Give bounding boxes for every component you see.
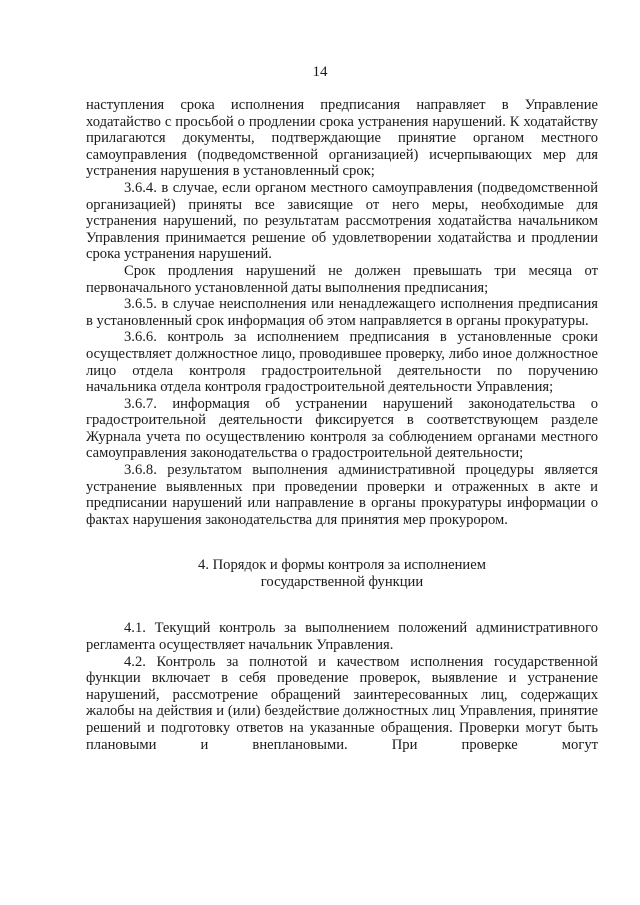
paragraph-3-6-6: 3.6.6. контроль за исполнением предписания в установленные сроки осуществляет должностное лицо, проводившее проверку, либо иное должностное лицо отдела контроля градостроительной деятельности по поручению начальника отдела контроля градостроительной деятельности Управления; bbox=[86, 329, 598, 396]
paragraph-3-6-5: 3.6.5. в случае неисполнения или ненадлежащего исполнения предписания в установленный срок информация об этом направляется в органы прокуратуры. bbox=[86, 296, 598, 329]
paragraph-continuation: наступления срока исполнения предписания направляет в Управление ходатайство с просьбой о продлении срока устранения нарушений. К ходатайству прилагаются документы, подтверждающие принятие органом местного самоуправления (подведомственной организацией) исчерпывающих мер для устранения нарушения в установленный срок; bbox=[86, 97, 598, 180]
document-body bbox=[86, 97, 598, 753]
page-number: 14 bbox=[312, 64, 328, 80]
paragraph-3-6-8: 3.6.8. результатом выполнения административной процедуры является устранение выявленных при проведении проверки и отраженных в акте и предписании нарушений или направление в органы прокуратуры информации о фактах нарушения законодательства для принятия мер прокурором. bbox=[86, 462, 598, 528]
paragraph-4-2: 4.2. Контроль за полнотой и качеством исполнения государственной функции включает в себя проведение проверок, выявление и устранение нарушений, рассмотрение обращений заинтересованных лиц, содержащих жалобы на действия и (или) бездействие должностных лиц Управления, принятие решений и подготовку ответов на указанные обращения. Проверки могут быть плановыми и внеплановыми. При проверке могут bbox=[86, 653, 598, 753]
section-heading-line-2: государственной функции bbox=[260, 574, 424, 591]
paragraph-3-6-4: 3.6.4. в случае, если органом местного самоуправления (подведомственной организацией) приняты все зависящие от него меры, необходимые для устранения нарушений, по результатам рассмотрения ходатайства начальником Управления принимается решение об удовлетворении ходатайства и продлении срока устранения нарушений. bbox=[86, 179, 598, 263]
paragraph-extension-term: Срок продления нарушений не должен превышать три месяца от первоначального установленной даты выполнения предписания; bbox=[86, 262, 598, 296]
section-heading bbox=[86, 557, 598, 591]
section-heading-line-1: 4. Порядок и формы контроля за исполнением bbox=[198, 557, 486, 574]
paragraph-3-6-7: 3.6.7. информация об устранении нарушений законодательства о градостроительной деятельности фиксируется в соответствующем разделе Журнала учета по осуществлению контроля за соблюдением органами местного самоуправления законодательства о градостроительной деятельности; bbox=[86, 395, 598, 462]
paragraph-4-1: 4.1. Текущий контроль за выполнением положений административного регламента осуществляет начальник Управления. bbox=[86, 620, 598, 654]
